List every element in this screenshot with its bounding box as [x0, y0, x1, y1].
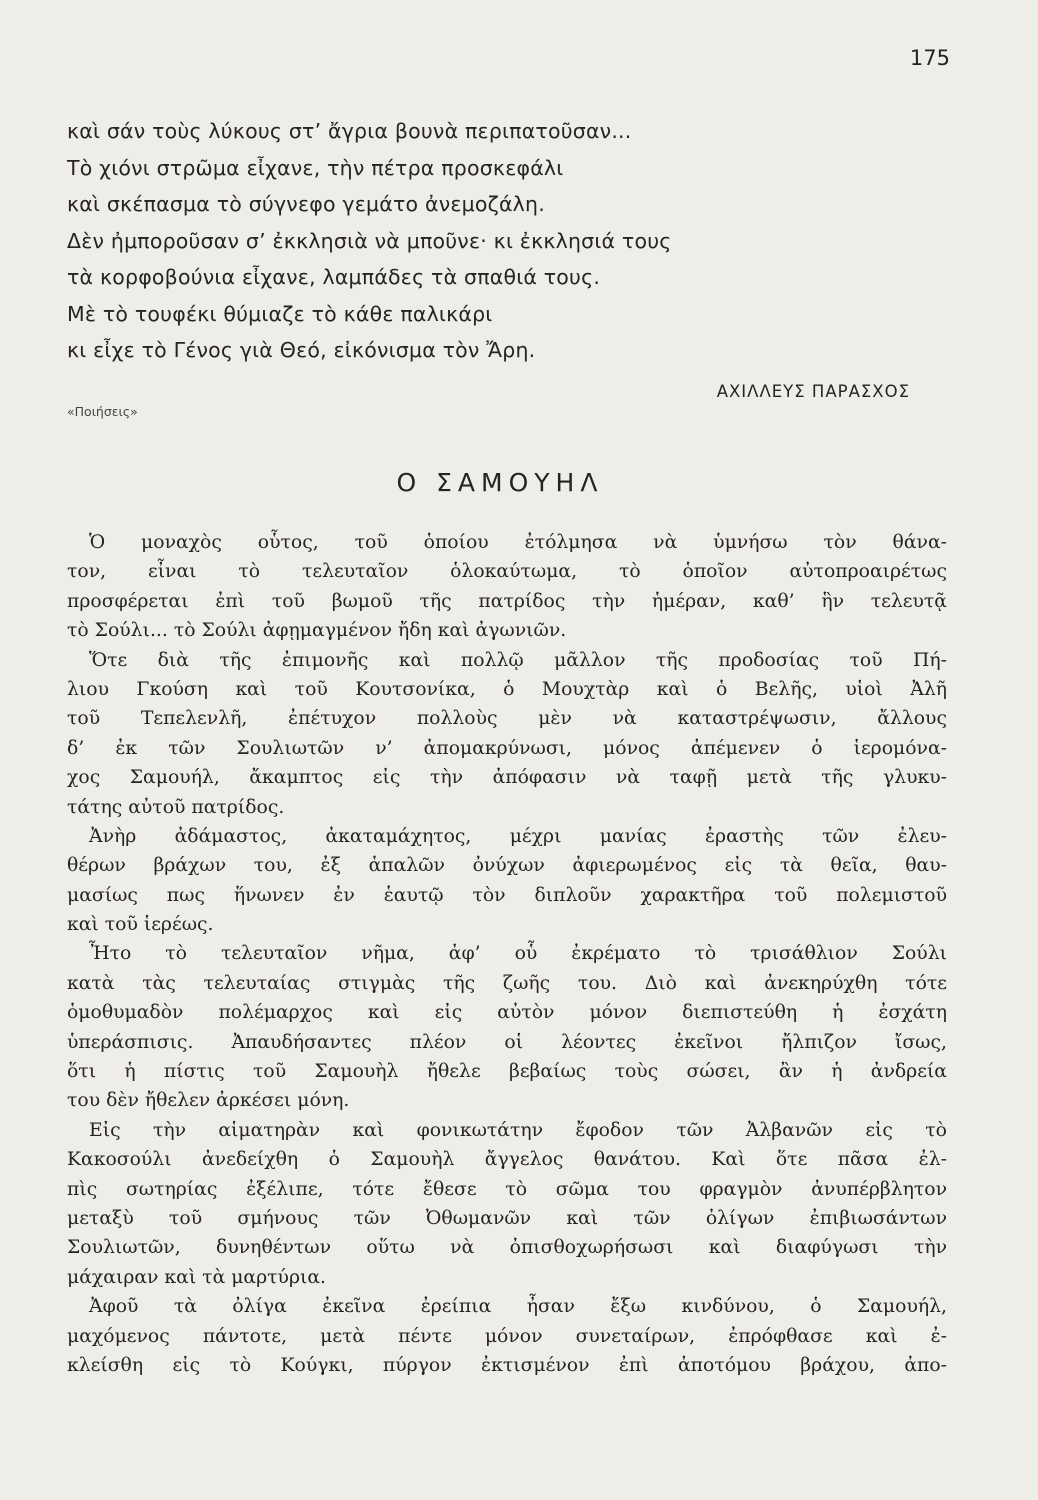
text-line: κατὰ τὰς τελευταίας στιγμὰς τῆς ζωῆς του. Διὸ καὶ ἀνεκηρύχθη τότε: [67, 972, 947, 994]
text-line: Κακοσούλι ἀνεδείχθη ὁ Σαμουὴλ ἄγγελος θανάτου. Καὶ ὅτε πᾶσα ἐλ-: [67, 1149, 947, 1171]
text-line: Ἀνὴρ ἀδάμαστος, ἀκαταμάχητος, μέχρι μανίας ἐραστὴς τῶν ἐλευ-: [89, 825, 947, 847]
poem-line: Τὸ χιόνι στρῶμα εἶχανε, τὴν πέτρα προσκεφάλι: [67, 155, 564, 180]
text-line: τον, εἶναι τὸ τελευταῖον ὁλοκαύτωμα, τὸ ὁποῖον αὐτοπροαιρέτως: [67, 561, 947, 583]
text-line: Ὅτε διὰ τῆς ἐπιμονῆς καὶ πολλῷ μᾶλλον τῆς προδοσίας τοῦ Πή-: [89, 649, 947, 671]
text-line: λιου Γκούση καὶ τοῦ Κουτσονίκα, ὁ Μουχτὰρ καὶ ὁ Βελῆς, υἱοὶ Ἀλῆ: [67, 678, 947, 700]
text-line: του δὲν ἤθελεν ἀρκέσει μόνη.: [67, 1090, 350, 1112]
poem-line: καὶ σκέπασμα τὸ σύγνεφο γεμάτο ἀνεμοζάλη.: [67, 192, 545, 216]
text-line: κλείσθη εἰς τὸ Κούγκι, πύργον ἐκτισμένον ἐπὶ ἀποτόμου βράχου, ἀπο-: [67, 1354, 947, 1376]
text-line: χος Σαμουήλ, ἄκαμπτος εἰς τὴν ἀπόφασιν νὰ ταφῇ μετὰ τῆς γλυκυ-: [67, 767, 947, 789]
article-body: [67, 528, 947, 1380]
poem-excerpt: [67, 113, 967, 369]
text-line: Ἀφοῦ τὰ ὀλίγα ἐκεῖνα ἐρείπια ἦσαν ἔξω κινδύνου, ὁ Σαμουήλ,: [89, 1296, 947, 1318]
text-line: τάτης αὐτοῦ πατρίδος.: [67, 796, 285, 818]
poem-line: τὰ κορφοβούνια εἶχανε, λαμπάδες τὰ σπαθιά τους.: [67, 265, 601, 289]
text-line: Ἦτο τὸ τελευταῖον νῆμα, ἀφ’ οὗ ἐκρέματο τὸ τρισάθλιον Σούλι: [89, 943, 947, 965]
text-line: θέρων βράχων του, ἐξ ἁπαλῶν ὀνύχων ἀφιερωμένος εἰς τὰ θεῖα, θαυ-: [67, 855, 947, 877]
page-number: 175: [909, 46, 950, 70]
poem-line: Δὲν ἠμποροῦσαν σ’ ἐκκλησιὰ νὰ μποῦνε· κι ἐκκλησιά τους: [67, 228, 672, 253]
text-line: προσφέρεται ἐπὶ τοῦ βωμοῦ τῆς πατρίδος τὴν ἡμέραν, καθ’ ἣν τελευτᾷ: [67, 590, 947, 612]
poem-line: Μὲ τὸ τουφέκι θύμιαζε τὸ κάθε παλικάρι: [67, 301, 493, 326]
text-line: πὶς σωτηρίας ἐξέλιπε, τότε ἔθεσε τὸ σῶμα του φραγμὸν ἀνυπέρβλητον: [67, 1178, 947, 1200]
article-title: Ο ΣΑΜΟΥΗΛ: [396, 468, 604, 497]
text-line: ὅτι ἡ πίστις τοῦ Σαμουὴλ ἤθελε βεβαίως τοὺς σώσει, ἂν ἡ ἀνδρεία: [67, 1061, 947, 1083]
text-line: μάχαιραν καὶ τὰ μαρτύρια.: [67, 1266, 327, 1288]
text-line: μαχόμενος πάντοτε, μετὰ πέντε μόνον συνεταίρων, ἐπρόφθασε καὶ ἐ-: [67, 1325, 947, 1347]
poem-author: ΑΧΙΛΛΕΥΣ ΠΑΡΑΣΧΟΣ: [716, 382, 910, 401]
text-line: τοῦ Τεπελενλῆ, ἐπέτυχον πολλοὺς μὲν νὰ καταστρέψωσιν, ἄλλους: [67, 708, 947, 730]
text-line: δ’ ἐκ τῶν Σουλιωτῶν ν’ ἀπομακρύνωσι, μόνος ἀπέμενεν ὁ ἱερομόνα-: [67, 737, 947, 759]
text-line: ὑπεράσπισις. Ἀπαυδήσαντες πλέον οἱ λέοντες ἐκεῖνοι ἤλπιζον ἴσως,: [67, 1031, 947, 1053]
text-line: Εἰς τὴν αἱματηρὰν καὶ φονικωτάτην ἔφοδον τῶν Ἀλβανῶν εἰς τὸ: [89, 1119, 947, 1141]
text-line: ὁμοθυμαδὸν πολέμαρχος καὶ εἰς αὐτὸν μόνον διεπιστεύθη ἡ ἐσχάτη: [67, 1002, 947, 1024]
text-line: μασίως πως ἥνωνεν ἐν ἑαυτῷ τὸν διπλοῦν χαρακτῆρα τοῦ πολεμιστοῦ: [67, 884, 947, 906]
text-line: τὸ Σούλι... τὸ Σούλι ἀφῃμαγμένον ἤδη καὶ ἀγωνιῶν.: [67, 620, 567, 642]
poem-line: κι εἶχε τὸ Γένος γιὰ Θεό, εἰκόνισμα τὸν Ἄρη.: [67, 338, 536, 362]
text-line: καὶ τοῦ ἱερέως.: [67, 914, 214, 936]
poem-source: «Ποιήσεις»: [67, 404, 138, 419]
text-line: Σουλιωτῶν, δυνηθέντων οὕτω νὰ ὀπισθοχωρήσωσι καὶ διαφύγωσι τὴν: [67, 1237, 947, 1259]
text-line: Ὁ μοναχὸς οὗτος, τοῦ ὁποίου ἐτόλμησα νὰ ὑμνήσω τὸν θάνα-: [89, 532, 947, 553]
text-line: μεταξὺ τοῦ σμήνους τῶν Ὀθωμανῶν καὶ τῶν ὀλίγων ἐπιβιωσάντων: [67, 1207, 947, 1229]
poem-line: καὶ σάν τοὺς λύκους στ’ ἄγρια βουνὰ περιπατοῦσαν...: [67, 119, 632, 143]
